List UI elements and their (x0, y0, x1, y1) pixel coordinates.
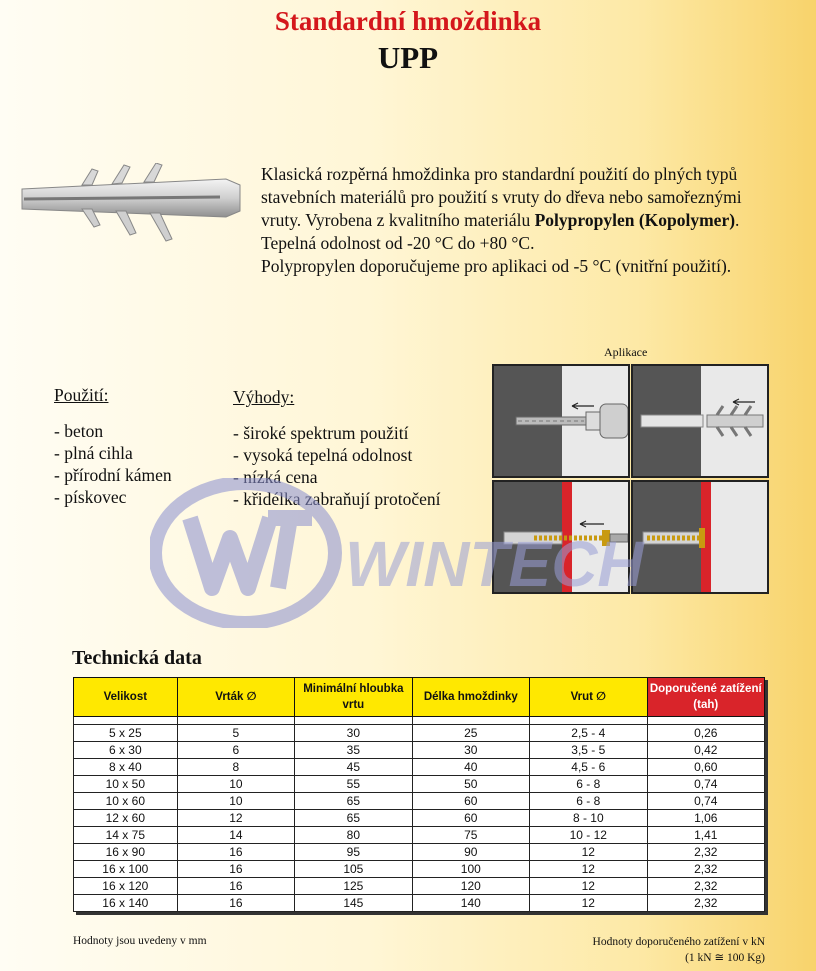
wintech-watermark (150, 478, 710, 628)
description-text: vruty. Vyrobena z kvalitního materiálu (261, 210, 535, 230)
table-cell: 10 (177, 776, 294, 793)
table-cell: 2,32 (647, 895, 764, 912)
table-cell: 2,32 (647, 844, 764, 861)
table-cell: 0,74 (647, 793, 764, 810)
table-cell: 120 (412, 878, 529, 895)
advantage-item: - široké spektrum použití (233, 423, 409, 443)
table-cell: 35 (295, 742, 412, 759)
table-cell: 1,06 (647, 810, 764, 827)
table-cell: 12 (530, 844, 647, 861)
page-subtitle: UPP (377, 40, 439, 75)
table-cell: 14 (177, 827, 294, 844)
description-line (261, 209, 806, 232)
table-cell: 16 x 90 (74, 844, 178, 861)
header-depth: Minimální hloubka vrtu (295, 678, 412, 717)
product-description (261, 163, 806, 278)
table-cell: 16 (177, 895, 294, 912)
usage-item: - beton (54, 421, 104, 441)
table-cell: 10 x 60 (74, 793, 178, 810)
description-line: Klasická rozpěrná hmoždinka pro standardní použití do plných typů (261, 164, 738, 184)
table-cell: 12 (530, 895, 647, 912)
table-row (74, 844, 765, 861)
table-cell: 8 x 40 (74, 759, 178, 776)
dowel-image (20, 163, 242, 243)
table-cell: 6 - 8 (530, 776, 647, 793)
advantage-item: - vysoká tepelná odolnost (233, 445, 413, 465)
table-cell: 1,41 (647, 827, 764, 844)
table-cell: 4,5 - 6 (530, 759, 647, 776)
table-cell: 10 x 50 (74, 776, 178, 793)
table-row (74, 895, 765, 912)
table-cell: 6 (177, 742, 294, 759)
table-cell: 45 (295, 759, 412, 776)
table-cell: 16 (177, 861, 294, 878)
table-cell: 30 (412, 742, 529, 759)
advantage-item: - nízká cena (233, 467, 318, 487)
table-cell: 95 (295, 844, 412, 861)
description-line: Polypropylen doporučujeme pro aplikaci od -5 °C (vnitřní použití). (261, 256, 732, 276)
table-cell: 8 - 10 (530, 810, 647, 827)
table-cell: 5 (177, 725, 294, 742)
table-cell: 125 (295, 878, 412, 895)
table-cell: 16 (177, 878, 294, 895)
table-cell: 25 (412, 725, 529, 742)
dowel-insert-icon (633, 366, 767, 476)
table-cell: 2,5 - 4 (530, 725, 647, 742)
table-cell: 6 x 30 (74, 742, 178, 759)
table-row (74, 759, 765, 776)
advantage-item: - křidélka zabraňují protočení (233, 489, 441, 509)
table-cell: 12 x 60 (74, 810, 178, 827)
table-cell: 140 (412, 895, 529, 912)
table-row (74, 725, 765, 742)
header-load: Doporučené zatížení (tah) (647, 678, 764, 717)
tech-data-table (73, 677, 765, 912)
description-line: Tepelná odolnost od -20 °C do +80 °C. (261, 233, 535, 253)
header-screw: Vrut ∅ (530, 678, 647, 717)
table-body (74, 717, 765, 912)
table-cell: 55 (295, 776, 412, 793)
header-length: Délka hmoždinky (412, 678, 529, 717)
table-cell: 14 x 75 (74, 827, 178, 844)
table-cell: 145 (295, 895, 412, 912)
table-cell: 12 (530, 861, 647, 878)
table-header-row (74, 678, 765, 717)
table-cell: 30 (295, 725, 412, 742)
table-cell: 3,5 - 5 (530, 742, 647, 759)
page-title: Standardní hmoždinka (274, 6, 542, 36)
table-row (74, 827, 765, 844)
table-cell: 65 (295, 793, 412, 810)
table-cell: 6 - 8 (530, 793, 647, 810)
table-cell: 90 (412, 844, 529, 861)
description-text: . (735, 210, 740, 230)
table-cell: 0,42 (647, 742, 764, 759)
header-drill: Vrták ∅ (177, 678, 294, 717)
table-cell: 75 (412, 827, 529, 844)
material-name: Polypropylen (Kopolymer) (534, 210, 736, 230)
load-note (520, 934, 765, 966)
header-size: Velikost (74, 678, 178, 717)
usage-item: - plná cihla (54, 443, 133, 463)
table-cell: 65 (295, 810, 412, 827)
table-cell: 2,32 (647, 878, 764, 895)
load-note-line: Hodnoty doporučeného zatížení v kN (592, 936, 765, 948)
table-cell: 12 (177, 810, 294, 827)
drill-icon (494, 366, 628, 476)
table-cell: 2,32 (647, 861, 764, 878)
table-row (74, 861, 765, 878)
table-spacer (74, 717, 765, 725)
table-cell: 16 x 100 (74, 861, 178, 878)
usage-item: - pískovec (54, 487, 127, 507)
application-label: Aplikace (604, 345, 648, 359)
application-step-insert (631, 364, 769, 478)
usage-title: Použití (54, 385, 104, 405)
tech-data-title: Technická data (72, 647, 202, 669)
usage-item: - přírodní kámen (54, 465, 172, 485)
table-row (74, 810, 765, 827)
table-cell: 50 (412, 776, 529, 793)
units-note: Hodnoty jsou uvedeny v mm (73, 935, 207, 947)
description-line: stavebních materiálů pro použití s vruty do dřeva nebo samořeznými (261, 187, 742, 207)
advantages-title: Výhody (233, 387, 290, 407)
table-cell: 16 x 140 (74, 895, 178, 912)
table-cell: 0,26 (647, 725, 764, 742)
table-cell: 0,74 (647, 776, 764, 793)
table-cell: 10 - 12 (530, 827, 647, 844)
usage-section: Použití: - beton - plná cihla - přírodní kámen - pískovec (54, 385, 172, 507)
table-cell: 16 x 120 (74, 878, 178, 895)
watermark-text: WINTECH (345, 528, 644, 600)
table-cell: 8 (177, 759, 294, 776)
table-cell: 40 (412, 759, 529, 776)
table-cell: 60 (412, 810, 529, 827)
table-row (74, 793, 765, 810)
application-step-drill (492, 364, 630, 478)
load-note-line: (1 kN ≅ 100 Kg) (685, 952, 765, 964)
table-cell: 16 (177, 844, 294, 861)
table-cell: 5 x 25 (74, 725, 178, 742)
table-cell: 100 (412, 861, 529, 878)
table-cell: 10 (177, 793, 294, 810)
table-cell: 105 (295, 861, 412, 878)
advantages-section: Výhody: - široké spektrum použití - vysoká tepelná odolnost - nízká cena - křidélka zabraňují protočení (233, 387, 441, 509)
table-cell: 0,60 (647, 759, 764, 776)
table-row (74, 742, 765, 759)
table-cell: 80 (295, 827, 412, 844)
table-row (74, 776, 765, 793)
table-cell: 60 (412, 793, 529, 810)
table-row (74, 878, 765, 895)
table-cell: 12 (530, 878, 647, 895)
